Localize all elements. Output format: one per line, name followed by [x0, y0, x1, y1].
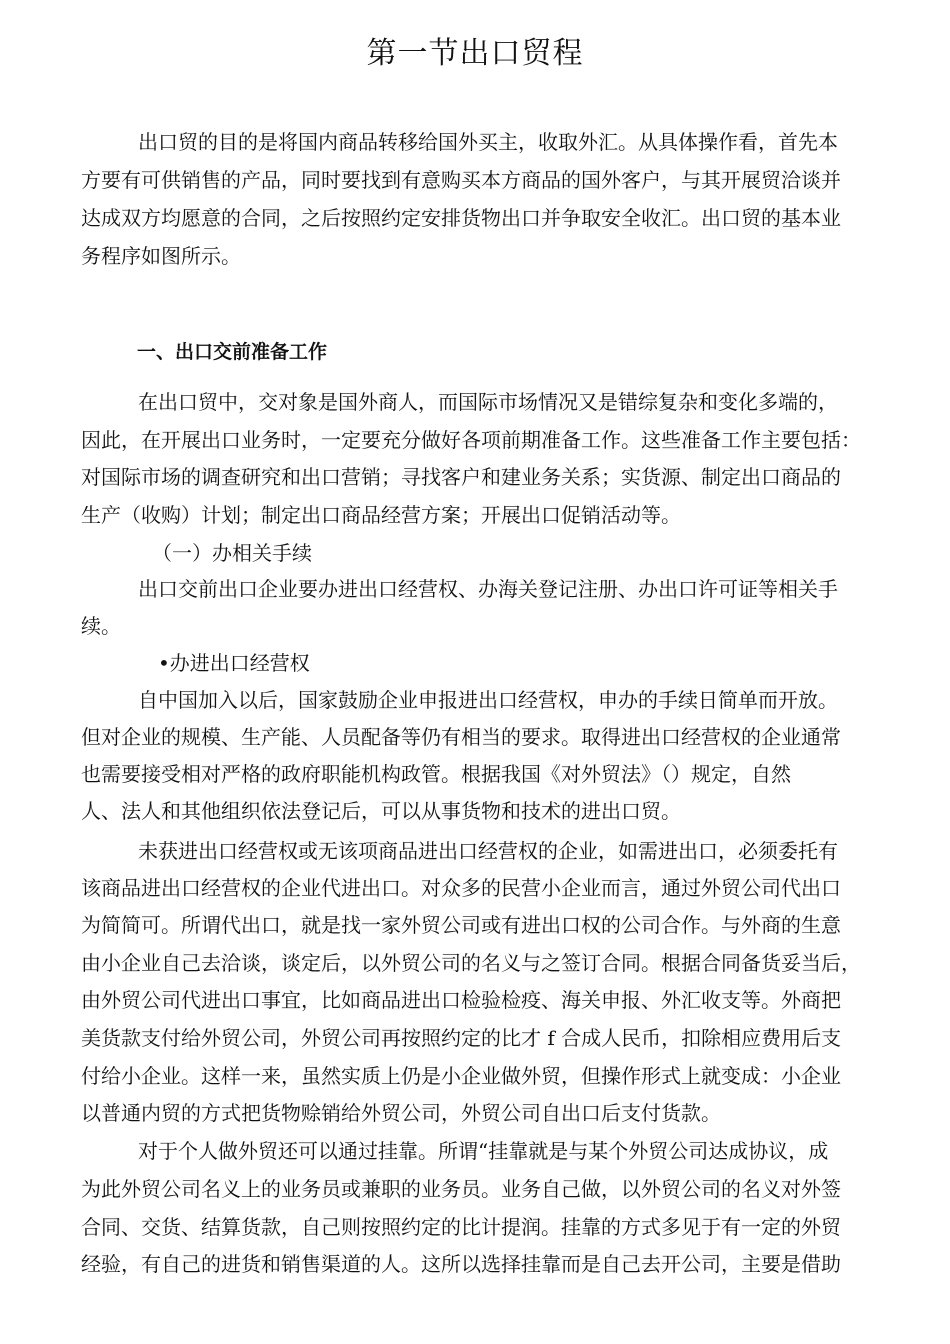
- section-heading: 一、出口交前准备工作: [137, 341, 328, 363]
- para3-line: 经验，有自己的进货和销售渠道的人。这所以选择挂靠而是自己去开公司，主要是借助: [81, 1252, 841, 1276]
- subsection-heading: （一）办相关手续: [152, 541, 312, 565]
- page-title: 第一节出口贸程: [366, 36, 584, 71]
- section1-line: 因此，在开展出口业务时，一定要充分做好各项前期准备工作。这些准备工作主要包括：: [81, 428, 861, 452]
- para2-line: 为简简可。所谓代出口，就是找一家外贸公司或有进出口权的公司合作。与外商的生意: [81, 913, 841, 937]
- section1-line: 在出口贸中，交对象是国外商人，而国际市场情况又是错综复杂和变化多端的，: [138, 390, 838, 414]
- bullet-line: 人、法人和其他组织依法登记后，可以从事货物和技术的进出口贸。: [81, 799, 681, 823]
- bullet-line: 但对企业的规模、生产能、人员配备等仍有相当的要求。取得进出口经营权的企业通常: [81, 725, 841, 749]
- intro-line: 方要有可供销售的产品，同时要找到有意购买本方商品的国外客户，与其开展贸洽谈并: [81, 168, 841, 192]
- subsection-line: 续。: [81, 614, 121, 638]
- para3-line: 对于个人做外贸还可以通过挂靠。所谓“挂靠就是与某个外贸公司达成协议，成: [138, 1139, 829, 1163]
- bullet-line: 自中国加入以后，国家鼓励企业申报进出口经营权，申办的手续日简单而开放。: [138, 688, 838, 712]
- para2-line: 由外贸公司代进出口事宜，比如商品进出口检验检疫、海关申报、外汇收支等。外商把: [81, 988, 841, 1012]
- subsection-line: 出口交前出口企业要办进出口经营权、办海关登记注册、办出口许可证等相关手: [138, 577, 838, 601]
- para2-line: 以普通内贸的方式把货物赊销给外贸公司，外贸公司自出口后支付货款。: [81, 1101, 721, 1125]
- para2-line: 该商品进出口经营权的企业代进出口。对众多的民营小企业而言，通过外贸公司代出口: [81, 876, 841, 900]
- para2-line: 未获进出口经营权或无该项商品进出口经营权的企业，如需进出口，必须委托有: [138, 839, 838, 863]
- section1-line: 生产（收购）计划；制定出口商品经营方案；开展出口促销活动等。: [81, 503, 681, 527]
- intro-line: 务程序如图所示。: [81, 244, 241, 268]
- para3-line: 为此外贸公司名义上的业务员或兼职的业务员。业务自己做，以外贸公司的名义对外签: [81, 1177, 841, 1201]
- para2-line: 付给小企业。这样一来，虽然实质上仍是小企业做外贸，但操作形式上就变成：小企业: [81, 1064, 841, 1088]
- para2-line: 美货款支付给外贸公司，外贸公司再按照约定的比才 f 合成人民币，扣除相应费用后支: [81, 1026, 842, 1050]
- bullet-line: 也需要接受相对严格的政府职能机构政管。根据我国《对外贸法》（）规定，自然: [81, 762, 791, 786]
- intro-line: 达成双方均愿意的合同，之后按照约定安排货物出口并争取安全收汇。出口贸的基本业: [81, 206, 841, 230]
- section1-line: 对国际市场的调查研究和出口营销；寻找客户和建业务关系；实货源、制定出口商品的: [81, 465, 841, 489]
- bullet-heading: •办进出口经营权: [158, 651, 310, 675]
- intro-line: 出口贸的目的是将国内商品转移给国外买主，收取外汇。从具体操作看，首先本: [138, 130, 838, 154]
- para3-line: 合同、交货、结算货款，自己则按照约定的比计提润。挂靠的方式多见于有一定的外贸: [81, 1215, 841, 1239]
- para2-line: 由小企业自己去洽谈，谈定后，以外贸公司的名义与之签订合同。根据合同备货妥当后，: [81, 951, 861, 975]
